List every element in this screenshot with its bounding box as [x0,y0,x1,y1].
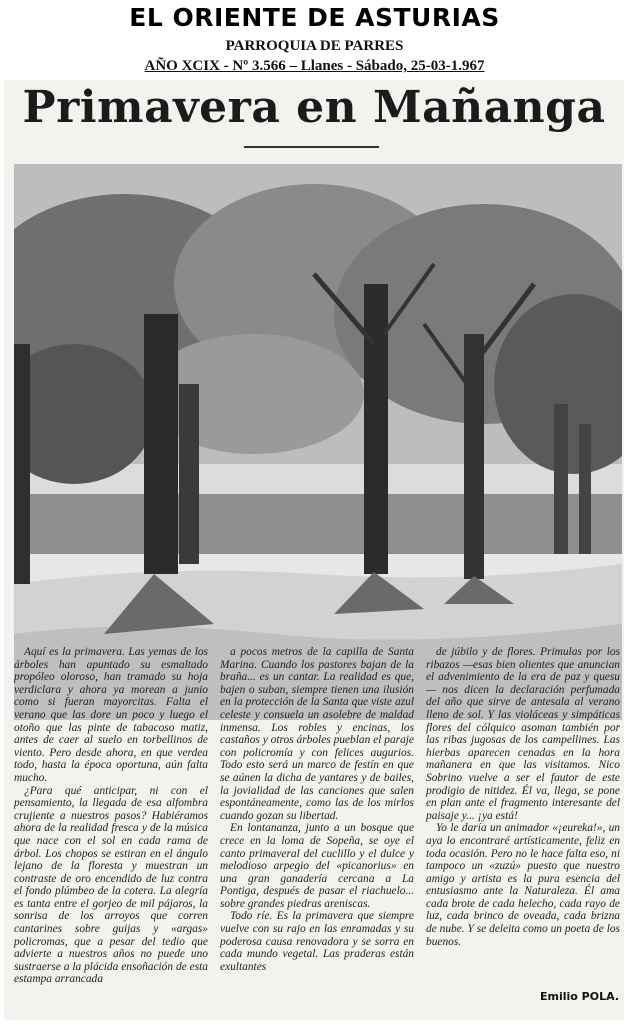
park-trees-photo [14,164,622,720]
article-photo [14,164,622,720]
article-column-3 [426,646,620,948]
issue-line: AÑO XCIX - Nº 3.566 – Llanes - Sábado, 25-03-1.967 [144,58,485,74]
parish-name: PARROQUIA DE PARRES [225,38,404,54]
paragraph: ¿Para qué anticipar, ni con el pensamiento, la llegada de esa alfombra crujiente a nuestros pasos? Habiéramos ahora de la realidad fresca y de la música que nace con el sol en cada rama de árbol. Los chopos se estiran en el ángulo lejano de la floresta y muestran un contraste de oro encendido de luz contra el fondo plúmbeo de la cotera. La alegría es tanta entre el gorjeo de mil pájaros, la sonrisa de los arroyos que corren cantarines sobre guijas y «argas» policromas, que a pesar del tedio que advierte a nuestros años no puede uno sustraerse a la plácida ensoñación de esta estampa arrancada [14,784,208,986]
article-headline: Primavera en Mañanga [22,82,606,133]
paragraph: a pocos metros de la capilla de Santa Marina. Cuando los pastores bajan de la braña... es un cantar. La realidad es que, bajen o suban, siempre tienen una ilusión en la protección de la Santa que viste azul celeste y consuela un asolebre de maldad inmensa. Los robles y encinas, los castaños y otros árboles pueblan el paraje con policromía y con felices augurios. Todo esto será un marco de festín en que se aúnen la dicha de yantares y de bailes, la jovialidad de las canciones que salen espontáneamente, como las de los mirlos cuando gozan su libertad. [220,646,414,822]
paragraph: de júbilo y de flores. Primulas por los ribazos —esas bien olientes que anuncian el advenimiento de la era de paz y quesu— nos dicen la declaración perfumada del año que sirve de antesala al verano lleno de sol. Y las violáceas y simpáticas flores del cólquico asoman también por las ribas jugosas de los campellines. Las hierbas aparecen cenadas en la hora mañanera en que las visitamos. Nico Sobrino vuelve a ser el fautor de este prodigio de nitidez. Él va, llega, se pone en plan ante el fragmento interesante del paisaje y... ¡ya está! [426,646,620,822]
article-column-1 [14,646,208,986]
newspaper-title: EL ORIENTE DE ASTURIAS [129,3,500,32]
paragraph: Todo ríe. Es la primavera que siempre vuelve con su rajo en las enramadas y su poderosa causa renovadora y se sorra en cada mundo vegetal. Las praderas están exultantes [220,910,414,973]
paragraph: Yo le daría un animador «¡eureka!», un aya lo encontraré artísticamente, feliz en toda ocasión. Pero no le hace falta eso, ni tampoco un «zuzú» puesto que nuestro amigo y artista es la pura esencia del entusiasmo ante la Naturaleza. Él ama cada brote de cada helecho, cada rayo de luz, cada brinco de oveada, cada brizna de nube. Y se deleita como un poeta de los buenos. [426,822,620,948]
paragraph: Aquí es la primavera. Las yemas de los árboles han apuntado su esmaltado propóleo oloroso, han tramado su hoja verdiclara y ahora ya morean a junio como si fueran mayorcitas. Falta el verano que las dore un poco y luego el otoño que las pinte de tabacoso matiz, antes de caer al suelo en torbellinos de viento. Pero desde ahora, en que verdea todo, hasta la época oportuna, aún falta mucho. [14,646,208,784]
author-byline: Emilio POLA. [540,990,619,1003]
headline-rule [244,146,379,148]
newspaper-clipping [4,80,624,1020]
masthead [0,0,629,80]
paragraph: En lontananza, junto a un bosque que crece en la loma de Sopeña, se oye el canto primaveral del cuclillo y el dulce y melodioso arpegio del «picanorius» en una gran ganadería cercana a La Pontiga, después de pasar el riachuelo... sobre grandes piedras areniscas. [220,822,414,910]
article-column-2 [220,646,414,973]
